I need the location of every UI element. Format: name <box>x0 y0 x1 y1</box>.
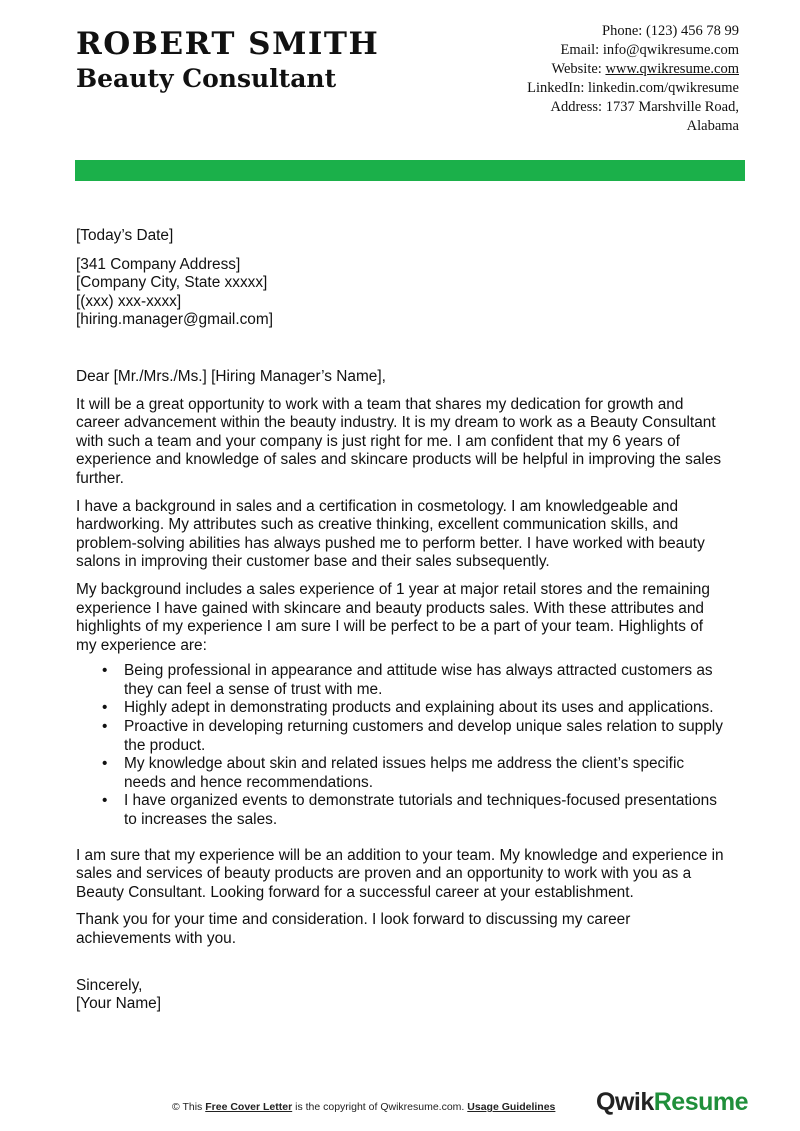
website-link[interactable]: www.qwikresume.com <box>605 61 739 77</box>
signature: [Your Name] <box>76 995 161 1013</box>
address-line1: 1737 Marshville Road, <box>605 99 739 115</box>
accent-divider <box>75 160 745 181</box>
salutation: Dear [Mr./Mrs./Ms.] [Hiring Manager’s Name], <box>76 367 386 385</box>
copyright-notice <box>172 1101 555 1113</box>
contact-phone <box>527 22 739 41</box>
phone-label: Phone: <box>602 23 643 39</box>
job-title: Beauty Consultant <box>76 64 337 93</box>
email-label: Email: <box>560 42 600 58</box>
qwikresume-logo[interactable] <box>596 1088 748 1117</box>
contact-address <box>527 98 739 117</box>
recipient-line: [hiring.manager@gmail.com] <box>76 311 273 329</box>
recipient-block <box>76 256 726 330</box>
logo-part-resume: Resume <box>653 1088 749 1116</box>
body-paragraph: It will be a great opportunity to work with a team that shares my dedication for growth and career advancement within the beauty industry. It is my dream to work as a Beauty Consultant with such a team and your company is just right for me. I am confident that my 6 years of experience and knowledge of sales and skincare products will be helpful in improving the sales further. <box>76 395 722 487</box>
logo-part-qwik: Qwik <box>596 1088 654 1116</box>
letter-date: [Today’s Date] <box>76 227 174 244</box>
list-item: • My knowledge about skin and related issues helps me address the client’s specific needs and hence recommendations. <box>124 755 726 792</box>
linkedin-label: LinkedIn: <box>527 80 585 96</box>
copyright-text: is the copyright of Qwikresume.com. <box>295 1101 465 1113</box>
recipient-line: [341 Company Address] <box>76 255 241 273</box>
list-item: • I have organized events to demonstrate tutorials and techniques-focused presentations to increases the sales. <box>124 792 726 829</box>
email-value[interactable]: info@qwikresume.com <box>602 42 739 58</box>
copyright-prefix: © This <box>172 1101 203 1113</box>
list-item: • Proactive in developing returning customers and develop unique sales relation to supply the product. <box>124 718 726 755</box>
body-paragraph: My background includes a sales experience of 1 year at major retail stores and the remaining experience I have gained with skincare and beauty products sales. With these attributes and highlights of my experience I am sure I will be perfect to be a part of your team. Highlights of my experience are: <box>76 580 710 654</box>
closing-paragraph: Thank you for your time and consideration. I look forward to discussing my career achievements with you. <box>76 911 631 947</box>
website-label: Website: <box>551 61 602 77</box>
contact-website <box>527 60 739 79</box>
list-item: • Being professional in appearance and attitude wise has always attracted customers as they can feel a sense of trust with me. <box>124 662 726 699</box>
body-paragraph: I have a background in sales and a certification in cosmetology. I am knowledgeable and hardworking. My attributes such as creative thinking, excellent communication skills, and problem-solving abilities has always pushed me to perform better. I have worked with beauty salons in improving their customer base and their sales subsequently. <box>76 497 705 571</box>
address-label: Address: <box>550 99 603 115</box>
sign-off: Sincerely, <box>76 976 143 994</box>
highlights-list <box>76 662 726 829</box>
letter-body <box>76 227 726 1014</box>
free-cover-letter-link[interactable]: Free Cover Letter <box>205 1101 293 1113</box>
contact-linkedin <box>527 79 739 98</box>
contact-block <box>527 22 739 136</box>
address-line2: Alabama <box>686 118 739 134</box>
phone-value: (123) 456 78 99 <box>645 23 739 39</box>
recipient-line: [(xxx) xxx-xxxx] <box>76 292 182 310</box>
applicant-name: ROBERT SMITH <box>76 26 380 62</box>
recipient-line: [Company City, State xxxxx] <box>76 274 268 292</box>
contact-email <box>527 41 739 60</box>
usage-guidelines-link[interactable]: Usage Guidelines <box>467 1101 556 1113</box>
linkedin-value[interactable]: linkedin.com/qwikresume <box>587 80 739 96</box>
list-item: • Highly adept in demonstrating products and explaining about its uses and applications. <box>124 699 726 718</box>
closing-paragraph: I am sure that my experience will be an addition to your team. My knowledge and experience in sales and services of beauty products are proven and an opportunity to work with you as a Beauty Consultant. Looking forward for a successful career at your establishment. <box>76 846 724 901</box>
